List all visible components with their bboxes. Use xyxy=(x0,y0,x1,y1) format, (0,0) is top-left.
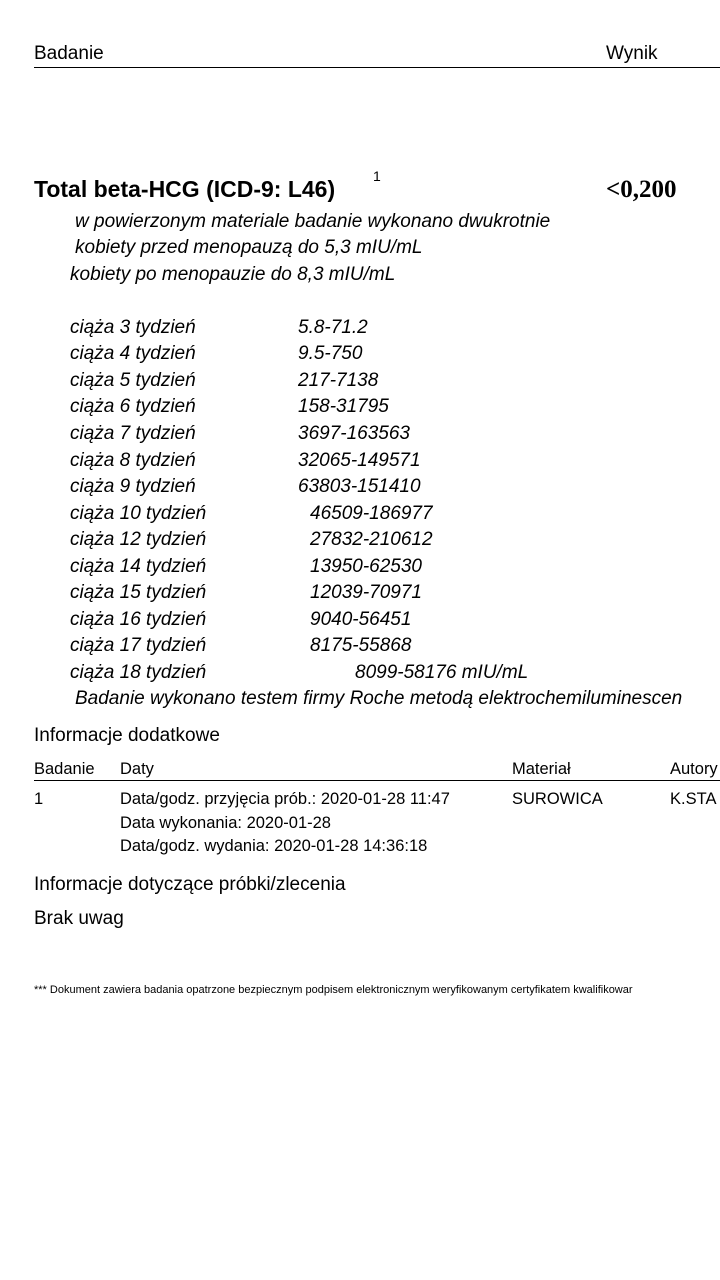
range-label: ciąża 9 tydzień xyxy=(70,476,196,497)
range-value: 27832-210612 xyxy=(310,529,433,550)
header-badanie: Badanie xyxy=(34,43,104,64)
range-value: 32065-149571 xyxy=(298,450,421,471)
info-table-divider xyxy=(34,780,720,781)
info-row-material: SUROWICA xyxy=(512,790,603,808)
range-value: 217-7138 xyxy=(298,370,379,391)
range-value: 46509-186977 xyxy=(310,503,433,524)
method-note: Badanie wykonano testem firmy Roche metodą elektrochemiluminescen xyxy=(75,688,683,709)
range-label: ciąża 8 tydzień xyxy=(70,450,196,471)
range-label: ciąża 7 tydzień xyxy=(70,423,196,444)
info-row-badanie: 1 xyxy=(34,790,44,808)
range-value: 5.8-71.2 xyxy=(298,317,368,338)
info-row-autory: K.STA xyxy=(670,790,717,808)
test-result: <0,200 xyxy=(606,176,677,203)
range-value: 3697-163563 xyxy=(298,423,410,444)
range-label: ciąża 4 tydzień xyxy=(70,343,196,364)
range-value: 8099-58176 mIU/mL xyxy=(355,662,529,683)
range-value: 63803-151410 xyxy=(298,476,421,497)
info-header-badanie: Badanie xyxy=(34,760,95,778)
info-header-autory: Autory xyxy=(670,760,718,778)
info-date-performed: Data wykonania: 2020-01-28 xyxy=(120,814,331,832)
range-label: ciąża 14 tydzień xyxy=(70,556,207,577)
header-wynik: Wynik xyxy=(606,43,658,64)
range-label: ciąża 12 tydzień xyxy=(70,529,207,550)
sample-notes: Brak uwag xyxy=(34,908,124,929)
range-label: ciąża 16 tydzień xyxy=(70,609,207,630)
range-label: ciąża 17 tydzień xyxy=(70,635,207,656)
range-label: ciąża 15 tydzień xyxy=(70,582,207,603)
range-value: 9040-56451 xyxy=(310,609,412,630)
info-header-daty: Daty xyxy=(120,760,154,778)
range-label: ciąża 5 tydzień xyxy=(70,370,196,391)
info-date-received: Data/godz. przyjęcia prób.: 2020-01-28 11:47 xyxy=(120,790,450,808)
range-label: ciąża 18 tydzień xyxy=(70,662,207,683)
range-value: 9.5-750 xyxy=(298,343,363,364)
note-line: w powierzonym materiale badanie wykonano dwukrotnie xyxy=(75,211,551,232)
test-title: Total beta-HCG (ICD-9: L46) xyxy=(34,176,336,202)
section-title-additional-info: Informacje dodatkowe xyxy=(34,725,220,746)
range-value: 12039-70971 xyxy=(310,582,422,603)
range-label: ciąża 6 tydzień xyxy=(70,396,196,417)
signature-footnote: *** Dokument zawiera badania opatrzone bezpiecznym podpisem elektronicznym weryfikowanym certyfikatem kwalifikowar xyxy=(34,984,633,996)
range-label: ciąża 3 tydzień xyxy=(70,317,196,338)
section-title-sample-info: Informacje dotyczące próbki/zlecenia xyxy=(34,874,346,895)
range-value: 8175-55868 xyxy=(310,635,412,656)
note-line: kobiety po menopauzie do 8,3 mIU/mL xyxy=(70,264,396,285)
range-value: 13950-62530 xyxy=(310,556,422,577)
range-label: ciąża 10 tydzień xyxy=(70,503,207,524)
range-value: 158-31795 xyxy=(298,396,389,417)
info-header-material: Materiał xyxy=(512,760,571,778)
info-date-issued: Data/godz. wydania: 2020-01-28 14:36:18 xyxy=(120,837,428,855)
note-line: kobiety przed menopauzą do 5,3 mIU/mL xyxy=(75,237,423,258)
test-footnote-mark: 1 xyxy=(373,168,381,184)
header-divider xyxy=(34,67,720,68)
